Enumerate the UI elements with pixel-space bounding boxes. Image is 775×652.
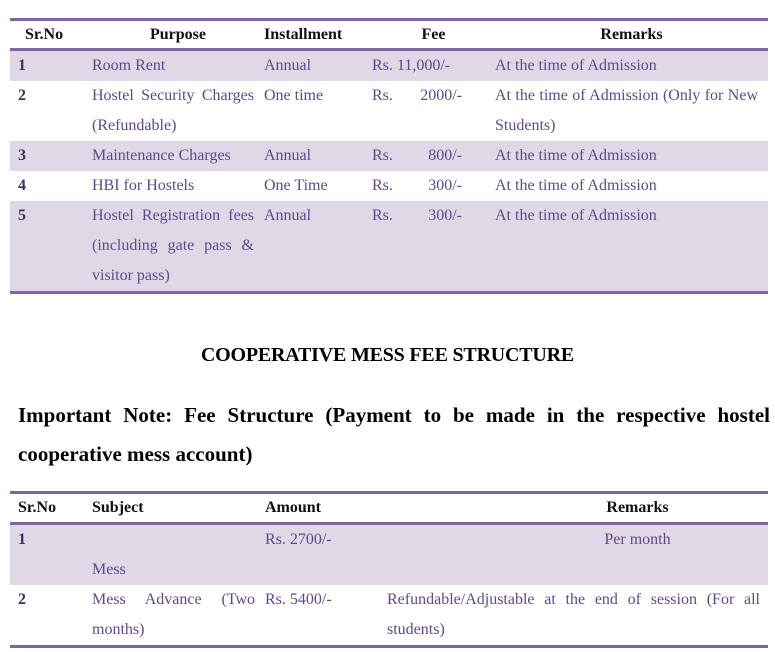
sr-no: 1 <box>10 524 92 586</box>
installment: Annual <box>264 50 372 82</box>
mess-important-note: Important Note: Fee Structure (Payment to be made in the respective hostel cooperative mess account) <box>18 403 770 466</box>
remarks: Refundable/Adjustable at the end of session (For all students) <box>387 591 760 638</box>
table-row <box>10 81 768 141</box>
fee <box>372 81 495 141</box>
table-row <box>10 141 768 171</box>
col-header-srno: Sr.No <box>18 499 57 516</box>
hostel-fee-table <box>10 18 768 294</box>
col-header-installment: Installment <box>264 26 343 43</box>
fee-amount: 300/- <box>428 207 462 224</box>
sr-no: 2 <box>18 591 26 608</box>
remarks: At the time of Admission <box>495 201 768 293</box>
fee <box>372 50 495 82</box>
fee <box>372 201 495 293</box>
mess-section-heading: COOPERATIVE MESS FEE STRUCTURE <box>200 344 575 366</box>
col-header-purpose: Purpose <box>150 26 206 43</box>
purpose: HBI for Hostels <box>92 177 195 194</box>
remarks: At the time of Admission (Only for New Students) <box>495 87 758 134</box>
amount: Rs. 2700/- <box>265 524 387 586</box>
amount: Rs. 5400/- <box>265 591 332 608</box>
table-row <box>10 524 768 586</box>
sr-no: 3 <box>10 141 92 171</box>
purpose: Hostel Security Charges (Refundable) <box>92 87 254 134</box>
col-header-subject: Subject <box>92 499 144 516</box>
col-header-fee: Fee <box>421 26 446 43</box>
installment: One Time <box>264 177 328 194</box>
sr-no: 4 <box>18 177 26 194</box>
remarks: At the time of Admission <box>495 177 657 194</box>
remarks: Per month <box>387 524 768 586</box>
fee-amount: 300/- <box>428 177 462 194</box>
sr-no: 2 <box>18 87 26 104</box>
table-row <box>10 201 768 293</box>
sr-no: 1 <box>10 50 92 82</box>
installment: Annual <box>264 141 372 171</box>
fee-prefix: Rs. <box>372 57 393 74</box>
fee-prefix: Rs. <box>372 177 393 194</box>
col-header-remarks: Remarks <box>600 26 663 43</box>
table-header-row <box>10 20 768 50</box>
fee-amount: 2000/- <box>420 87 462 104</box>
fee-prefix: Rs. <box>372 207 393 224</box>
remarks: At the time of Admission <box>495 141 768 171</box>
sr-no: 5 <box>10 201 92 293</box>
fee-amount: 11,000/- <box>396 57 451 74</box>
table-row <box>10 50 768 82</box>
fee <box>372 141 495 171</box>
col-header-remarks: Remarks <box>606 499 669 516</box>
remarks: At the time of Admission <box>495 50 768 82</box>
fee-amount: 800/- <box>428 147 462 164</box>
subject: Mess <box>92 524 265 586</box>
subject: Mess Advance (Two months) <box>92 591 255 638</box>
mess-fee-table <box>10 491 768 648</box>
fee-prefix: Rs. <box>372 87 393 104</box>
table-row <box>10 171 768 201</box>
col-header-srno: Sr.No <box>25 26 64 43</box>
table-row <box>10 585 768 647</box>
fee-prefix: Rs. <box>372 147 393 164</box>
installment: Annual <box>264 201 372 293</box>
fee <box>372 171 495 201</box>
installment: One time <box>264 87 324 104</box>
purpose: Hostel Registration fees (including gate pass & visitor pass) <box>92 201 264 293</box>
col-header-amount: Amount <box>265 499 322 516</box>
table-header-row <box>10 493 768 524</box>
purpose: Maintenance Charges <box>92 141 264 171</box>
purpose: Room Rent <box>92 50 264 82</box>
